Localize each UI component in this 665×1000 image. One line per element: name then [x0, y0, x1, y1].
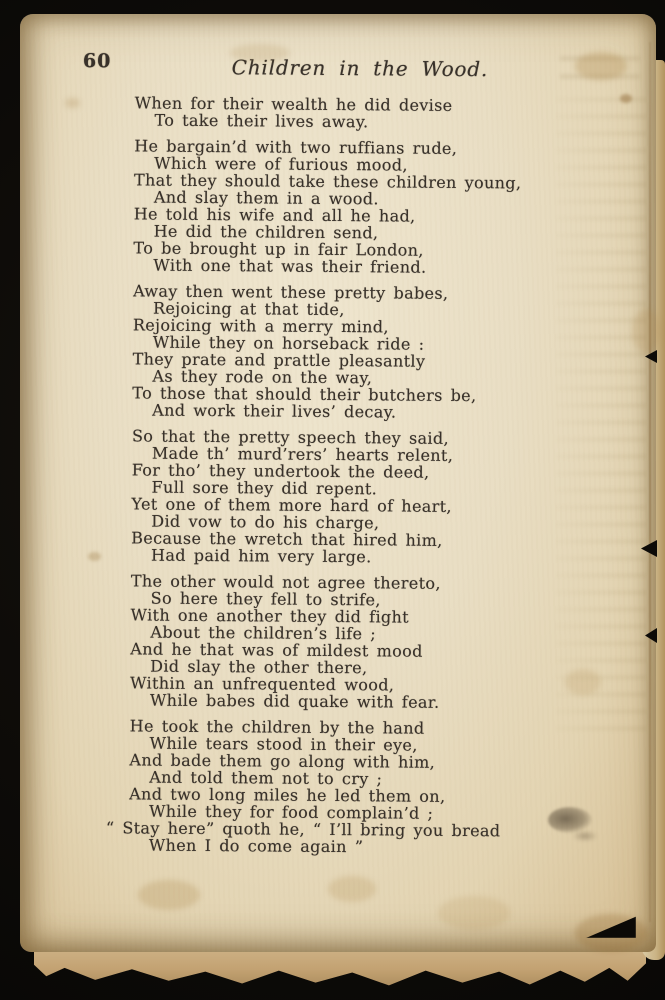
poem-line: “ Stay here” quoth he, “ I’ll bring you bread — [105, 818, 501, 841]
stain — [65, 98, 80, 108]
poem-line: With one another they did fight — [130, 605, 410, 627]
ink-smudge — [572, 830, 598, 842]
bleed-through-text — [555, 92, 647, 737]
poem-line: Yet one of them more hard of heart, — [131, 494, 452, 516]
running-title: Children in the Wood. — [231, 55, 489, 82]
stain — [438, 896, 510, 930]
poem-line: So that the pretty speech they said, — [131, 426, 450, 448]
poem-line: They prate and prattle pleasantly — [132, 349, 426, 371]
stanza — [132, 282, 603, 422]
stain — [632, 309, 660, 353]
poem-line: When I do come again ” — [148, 835, 364, 857]
poem-line: He bargain’d with two ruffians rude, — [134, 136, 458, 158]
poem-line: While tears stood in their eye, — [149, 733, 418, 755]
poem-line: And slay them in a wood. — [153, 187, 379, 209]
poem-line: Made th’ murd’rers’ hearts relent, — [151, 443, 454, 465]
stain — [230, 44, 290, 62]
poem-line: About the children’s life ; — [150, 622, 377, 644]
poem-line: And bade them go along with him, — [129, 750, 436, 772]
poem-line: For tho’ they undertook the deed, — [131, 460, 430, 482]
poem-line: While they on horseback ride : — [152, 332, 425, 354]
poem — [105, 93, 605, 866]
poem-line: Did vow to do his charge, — [151, 511, 380, 533]
stain — [88, 552, 101, 561]
poem-line: Full sore they did repent. — [151, 477, 378, 499]
poem-line: That they should take these children young, — [133, 170, 522, 193]
poem-line: Did slay the other there, — [150, 656, 368, 678]
stanza — [134, 94, 604, 132]
poem-line: The other would not agree thereto, — [130, 571, 441, 593]
poem-line: He took the children by the hand — [129, 716, 425, 738]
stanza — [105, 716, 600, 857]
stain — [575, 52, 627, 80]
poem-line: As they rode on the way, — [152, 366, 373, 388]
page-number: 60 — [82, 50, 112, 73]
poem-line: To be brought up in fair London, — [133, 238, 424, 260]
stain — [138, 880, 200, 910]
stain — [328, 876, 376, 902]
stanza — [131, 427, 602, 567]
poem-line: And he that was of mildest mood — [130, 639, 423, 661]
poem-line: When for their wealth he did devise — [134, 93, 453, 115]
stain — [620, 94, 632, 103]
stain — [565, 669, 601, 695]
poem-line: He did the children send, — [153, 221, 379, 243]
poem-line: And work their lives’ decay. — [152, 400, 397, 422]
poem-line: He told his wife and all he had, — [133, 204, 416, 226]
page-crease — [649, 42, 651, 922]
book-page — [20, 14, 656, 952]
poem-line: And told them not to cry ; — [149, 767, 383, 789]
poem-line: Rejoicing with a merry mind, — [132, 315, 389, 337]
poem-line: Within an unfrequented wood, — [129, 673, 395, 695]
poem-line: And two long miles he led them on, — [129, 784, 446, 806]
poem-line: Away then went these pretty babes, — [133, 281, 449, 303]
poem-line: To those that should their butchers be, — [132, 383, 477, 406]
poem-line: To take their lives away. — [154, 110, 369, 132]
poem-line: While they for food complain’d ; — [148, 801, 434, 823]
stanza — [133, 137, 604, 277]
poem-line: With one that was their friend. — [153, 255, 427, 277]
poem-line: Which were of furious mood, — [154, 153, 408, 175]
poem-line: Rejoicing at that tide, — [152, 298, 345, 320]
poem-line: Had paid him very large. — [150, 545, 372, 567]
stanza — [130, 572, 601, 712]
poem-line: Because the wretch that hired him, — [131, 528, 443, 550]
poem-line: So here they fell to strife, — [150, 588, 381, 610]
poem-line: While babes did quake with fear. — [149, 690, 440, 712]
